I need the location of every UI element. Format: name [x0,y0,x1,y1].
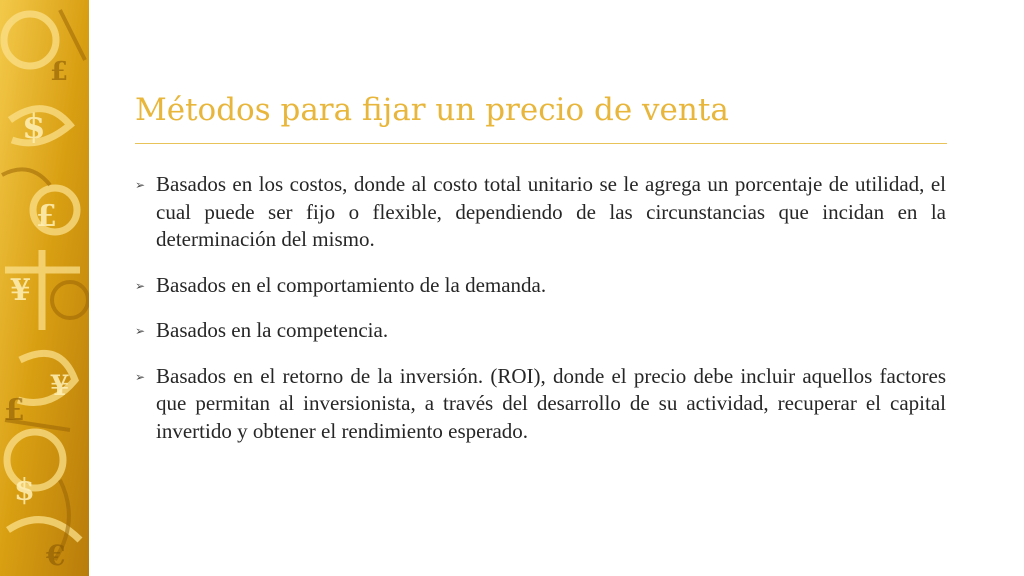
svg-text:¥: ¥ [10,273,31,308]
svg-text:$: $ [22,107,46,147]
svg-text:£: £ [36,199,57,234]
arrowhead-bullet-icon: ➢ [135,324,146,338]
list-item [135,317,946,345]
svg-text:¥: ¥ [50,369,70,402]
bullet-text: Basados en la competencia. [156,318,389,342]
bullet-text: Basados en el retorno de la inversión. (ROI), donde el precio debe incluir aquellos factores que permitan al inversionista, a través del desarrollo de su actividad, recuperar el capital invertido y obtener el rendimiento esperado. [156,363,946,443]
list-item [135,363,946,446]
list-item [135,272,946,300]
title-divider [135,143,947,144]
bullet-text: Basados en los costos, donde al costo total unitario se le agrega un porcentaje de utilidad, el cual puede ser fijo o flexible, dependiendo de las circunstancias que incidan en la determinación del mismo. [156,172,946,251]
svg-text:$: $ [14,473,35,508]
list-item [135,171,946,254]
svg-text:£: £ [4,393,25,428]
arrowhead-bullet-icon: ➢ [135,369,146,384]
bullet-text: Basados en el comportamiento de la demanda. [156,272,547,297]
svg-text:€: € [46,539,66,572]
slide-title: Métodos para fijar un precio de venta [135,92,729,128]
bullet-list [135,171,946,463]
svg-text:£: £ [50,57,69,87]
arrowhead-bullet-icon: ➢ [135,178,146,192]
arrowhead-bullet-icon: ➢ [135,278,146,293]
gold-currency-symbols-image [0,0,89,576]
